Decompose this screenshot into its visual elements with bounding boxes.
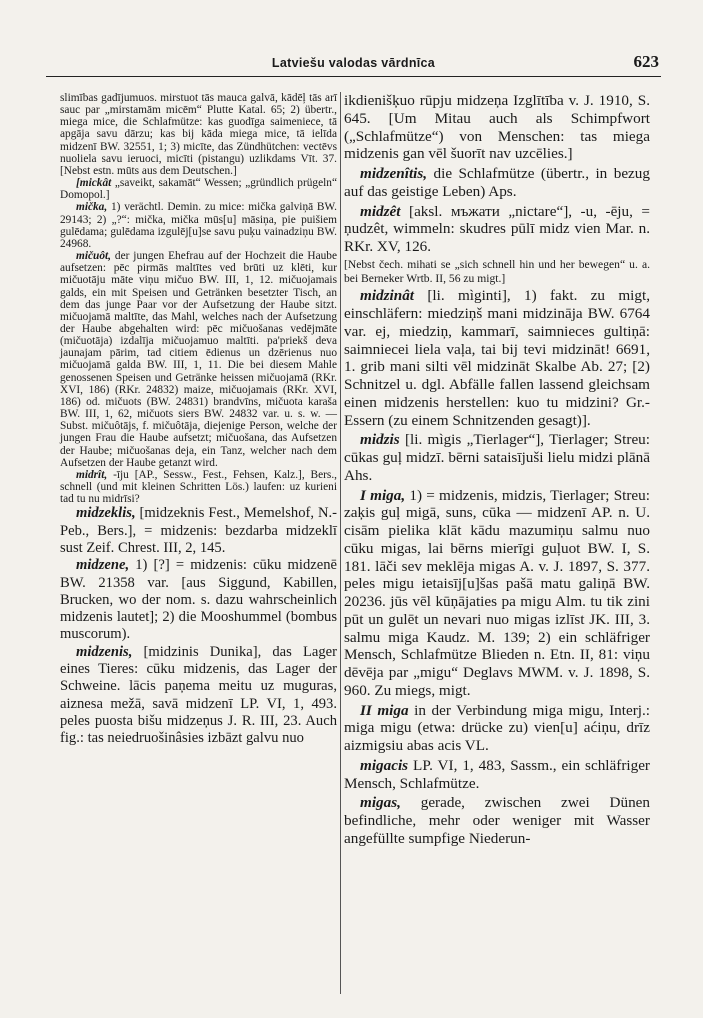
- dictionary-entry: [344, 258, 650, 286]
- entry-text: in der Verbindung miga migu, Interj.: miga migu (etwa: drücke zu) vien[u] aćiņu, drīz aizmigsiu abas acis VL.: [344, 701, 650, 755]
- dictionary-entry: [60, 177, 337, 201]
- entry-text: gerade, zwischen zwei Dünen befindliche, mehr oder weniger mit Wasser angefüllte sumpfige Niederun-: [344, 794, 650, 847]
- dictionary-entry: [60, 557, 337, 643]
- left-column: [60, 92, 337, 747]
- entry-headword: I miga,: [360, 486, 406, 504]
- entry-headword: midzêt: [360, 202, 401, 220]
- dictionary-entry: [344, 431, 650, 484]
- dictionary-entry: [60, 505, 337, 557]
- dictionary-entry: [344, 757, 650, 793]
- entry-headword: midzenis,: [76, 643, 133, 660]
- entry-text: „saveikt, sakamāt“ Wessen; „gründlich prügeln“ Domopol.]: [60, 177, 337, 202]
- dictionary-entry: [344, 487, 650, 700]
- entry-text: der jungen Ehefrau auf der Hochzeit die Haube aufsetzen: pēc pirmās maltītes ved brūti uz klēti, kur mičuotāju māte viņu mičuo BW. III, 1, 12. mičuojamais galds, ein mit Speisen und Getränken besetzter Tisch, an dem das junge Paar vor der Aufsetzung der Haube sitzt. mičuojamā maltīte, das Mahl, welches nach der Aufsetzung der Haube abgehalten wird: pēc mičuošanas vedējmāte (mičuotāja) izdalīja mičuojamuo maltīti. pa'priekš deva jaunajam pārim, tad citiem ēdienus un dzērienus nuo mičuojamā galda BW. III, 1, 11. Die bei diesem Mahle genossenen Speisen und Getränke heissen mičuojamā (RKr. XVI, 186) (RKr. 24832) maize, mičuojamais (RKr. XVI, 186) od. mičuots (BW. 24831) brandvīns, mičuota karaša BW. III, 1, 62, mičuots siers BW. 24832 var. u. s. w. — Subst. mičuôtājs, f. mičuôtāja, diejenige Person, welche der jungen Frau die Haube aufsetzt; mičuošana, das Aufsetzen der Haube; mičuošanas deja, ein Tanz, welcher nach dem Aufsetzen der Haube getanzt wird.: [60, 250, 337, 469]
- entry-text: [midzinis Dunika], das Lager eines Tieres: cūku midzenis, das Lager der Schweine. lācis paņema meitu uz muguras, aiznesa mežā, savā midzenī LP. VI, 1, 493. peles puosta bišu midzeņus J. R. III, 23. Auch fig.: tas neiedruošinâsies izbāzt galvu nuo: [60, 643, 337, 747]
- dictionary-entry: [344, 287, 650, 429]
- entry-text: [li. mìginti], 1) fakt. zu migt, einschläfern: miedziņš mani midzināja BW. 6764 var. ej, miedziņ, kammarī, saimnieces gultiņā: saimniecei liela vaļa, tai bij tevi midzināt! 6691, 1. grib mani silti vēl midzināt Skalbe Ab. 27; [2) Schnitzel u. dgl. Abfälle fallen lassend gleichsam einen midzenis herstellen: kuo tu midzini? Gr.-Essern (zu einem Schnitzenden gesagt)].: [344, 287, 650, 429]
- entry-headword: mičuôt,: [76, 250, 111, 263]
- entry-text: slimības gadījumuos. mirstuot tās mauca galvā, kādēļ tās arī sauc par „mirstamām micēm“ Plutte Katal. 65; 2) übertr., miega mice, die Schlafmütze: kas guodīga saimeniece, tā apgāja savu dārzu; kas bij kāda miega mice, tā ielīda midzenī BW. 32551, 1; 3) micīte, das Zündhütchen: vectēvs nuoliela savu ieruoci, micīti (pistangu) uzlikdams Vīt. 37. [Nebst estn. mūts aus dem Deutschen.]: [60, 92, 337, 177]
- page-header: [46, 50, 661, 77]
- entry-text: [aksl. мъжати „nictare“], -u, -ēju, = ņudzêt, wimmeln: skudres pūlī midz vien Mar. n. RKr. XV, 126.: [344, 202, 650, 255]
- entry-headword: midzeklis,: [76, 505, 136, 522]
- page-number: 623: [633, 52, 659, 71]
- entry-headword: midzene,: [76, 557, 130, 574]
- dictionary-entry: [60, 250, 337, 469]
- entry-text: [midzeknis Fest., Memelshof, N.-Peb., Bers.], = midzenis: bezdarba midzeklī sust Zeif. Chrest. III, 2, 145.: [60, 505, 337, 556]
- entry-text: die Schlafmütze (übertr., in bezug auf das geistige Leben) Aps.: [344, 165, 650, 200]
- dictionary-entry: [344, 203, 650, 256]
- entry-text: LP. VI, 1, 483, Sassm., ein schläfriger Mensch, Schlafmütze.: [344, 756, 650, 792]
- dictionary-entry: [344, 702, 650, 755]
- entry-text: [li. mìgis „Tierlager“], Tierlager; Streu: cūkas guļ midzī. bērni sataisījuši lielu midzi plānā Ahs.: [344, 431, 650, 484]
- entry-headword: midzis: [360, 431, 400, 449]
- entry-headword: migacis: [360, 756, 409, 774]
- right-column: [344, 92, 650, 848]
- dictionary-entry: [344, 165, 650, 201]
- entry-text: ikdienišķuo rūpju midzeņa Izglītība v. J. 1910, S. 645. [Um Mitau auch als Schimpfwort („Schlafmütze“) von Menschen: tas miega midzenis gan vēl šuorīt nav uzcēlies.]: [344, 92, 650, 163]
- dictionary-entry: [344, 92, 650, 163]
- dictionary-entry: [344, 794, 650, 847]
- entry-text: 1) [?] = midzenis: cūku midzenē BW. 21358 var. [aus Siggund, Kabillen, Brucken, wo der nom. s. dazu wahrscheinlich midzenis lautet]; 2) die Mooshummel (bombus muscorum).: [60, 557, 337, 643]
- entry-text: [Nebst čech. mihati se „sich schnell hin und her bewegen“ u. a. bei Berneker Wrtb. II, 56 zu migt.]: [344, 257, 650, 285]
- entry-text: 1) verächtl. Demin. zu mice: mička galviņā BW. 29143; 2) „?“: mička, mička mūs[u] māsiņa, pie puišiem gulēdama; gulēdama izgulēj[u]se savu puķu vainadziņu BW. 24968.: [60, 201, 337, 250]
- column-divider: [340, 92, 341, 994]
- entry-headword: midzenîtis,: [360, 165, 428, 182]
- entry-text: -īju [AP., Sessw., Fest., Fehsen, Kalz.], Bers., schnell (und mit kleinen Schritten Lös.) laufen: uz kurieni tad tu nu midrīsi?: [60, 468, 337, 506]
- entry-headword: midrît,: [76, 468, 108, 481]
- entry-headword: mička,: [76, 201, 108, 214]
- dictionary-entry: [60, 644, 337, 748]
- entry-text: 1) = midzenis, midzis, Tierlager; Streu: zaķis guļ migā, suns, cūka — midzenī AP. n. U. cisām pielika klāt kādu mazumiņu salmu nuo cūku migas, lai bērns mierīgi guļuot BW. I, S. 181. lāči sev meklēja migas A. v. J. 1897, S. 377. peles migu ietaisīj[u]šas pašā matu galiņā BW. 20236. jūs vēl kūņājaties pa migu Alm. tu tik zini pūt un gulēt un nevari nuo migas izlīst JK. III, 3. salmu miga Kaudz. M. 139; 2) ein schläfriger Mensch, Schlafmütze Blieden n. Etn. II, 81: viņu dēvēja par „migu“ Deglavs MWM. v. J. 1898, S. 960. Zu miegs, migt.: [344, 486, 650, 699]
- running-head: Latviešu valodas vārdnīca: [271, 56, 436, 70]
- dictionary-entry: [60, 92, 337, 177]
- entry-headword: midzinât: [360, 287, 415, 305]
- entry-headword: [mickât: [76, 177, 112, 190]
- dictionary-entry: [60, 201, 337, 250]
- dictionary-entry: [60, 469, 337, 505]
- entry-headword: migas,: [360, 794, 401, 812]
- entry-headword: II miga: [360, 701, 409, 719]
